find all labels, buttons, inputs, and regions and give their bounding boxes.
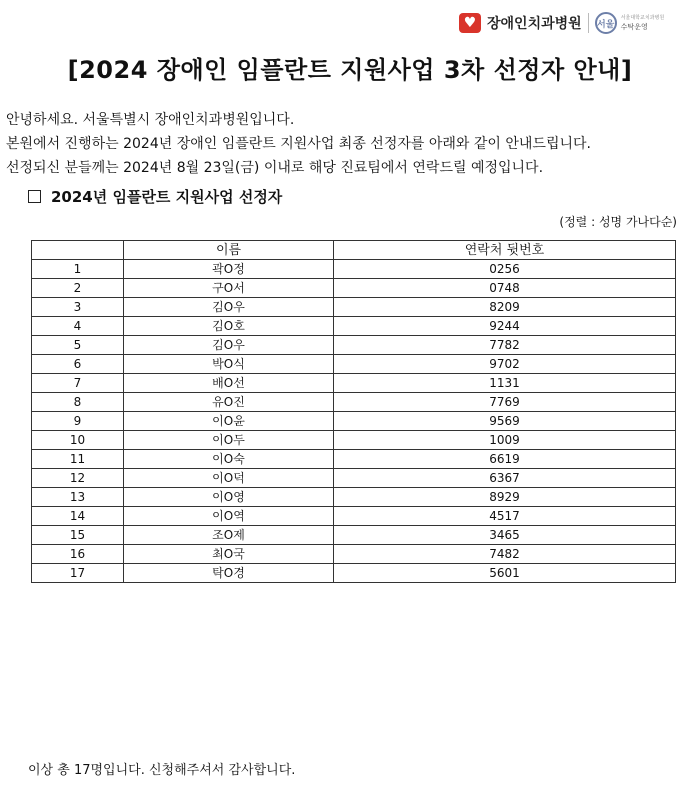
row-name: 최O국: [124, 545, 334, 564]
emblem-text: 서울: [596, 19, 615, 30]
intro-line: 선정되신 분들께는 2024년 8월 23일(금) 이내로 해당 진료팀에서 연락드릴 예정입니다.: [6, 160, 544, 176]
operator-text: 수탁운영: [620, 23, 648, 31]
row-name: 김O우: [124, 336, 334, 355]
row-number: 9: [32, 412, 124, 431]
row-name: 구O서: [124, 279, 334, 298]
header-name: 이름: [124, 241, 334, 260]
intro-text: [6, 108, 591, 180]
row-phone: 1009: [334, 431, 676, 450]
table-row: [32, 336, 676, 355]
row-number: 8: [32, 393, 124, 412]
operator-small-text: 서울대학교치과병원: [620, 15, 665, 21]
operator-label: [621, 14, 664, 32]
row-phone: 7782: [334, 336, 676, 355]
section-title: 2024년 임플란트 지원사업 선정자: [51, 188, 283, 206]
row-phone: 8929: [334, 488, 676, 507]
section-heading: [28, 186, 282, 207]
row-number: 10: [32, 431, 124, 450]
row-number: 13: [32, 488, 124, 507]
table-row: [32, 545, 676, 564]
table-row: [32, 469, 676, 488]
row-phone: 9569: [334, 412, 676, 431]
row-name: 유O진: [124, 393, 334, 412]
row-number: 17: [32, 564, 124, 583]
table-row: [32, 507, 676, 526]
row-name: 이O영: [124, 488, 334, 507]
table-row: [32, 374, 676, 393]
row-phone: 0256: [334, 260, 676, 279]
row-number: 6: [32, 355, 124, 374]
row-number: 14: [32, 507, 124, 526]
intro-line: 안녕하세요. 서울특별시 장애인치과병원입니다.: [6, 112, 295, 128]
row-name: 박O식: [124, 355, 334, 374]
row-name: 김O호: [124, 317, 334, 336]
row-name: 이O덕: [124, 469, 334, 488]
table-row: [32, 431, 676, 450]
selection-table: [31, 240, 676, 583]
table-row: [32, 279, 676, 298]
row-number: 2: [32, 279, 124, 298]
row-name: 김O우: [124, 298, 334, 317]
row-phone: 6367: [334, 469, 676, 488]
table-row: [32, 393, 676, 412]
table-header-row: [32, 241, 676, 260]
table-body: [32, 260, 676, 583]
row-phone: 1131: [334, 374, 676, 393]
row-number: 16: [32, 545, 124, 564]
checkbox-icon: [28, 190, 41, 203]
row-name: 탁O경: [124, 564, 334, 583]
row-phone: 7769: [334, 393, 676, 412]
row-name: 이O역: [124, 507, 334, 526]
table-row: [32, 355, 676, 374]
row-number: 4: [32, 317, 124, 336]
row-number: 1: [32, 260, 124, 279]
row-phone: 9702: [334, 355, 676, 374]
row-phone: 4517: [334, 507, 676, 526]
row-name: 이O윤: [124, 412, 334, 431]
table-row: [32, 526, 676, 545]
footer-note: 이상 총 17명입니다. 신청해주셔서 감사합니다.: [28, 763, 296, 778]
row-phone: 5601: [334, 564, 676, 583]
heart-icon: [459, 13, 481, 33]
hospital-name: 장애인치과병원: [487, 16, 582, 32]
table-row: [32, 298, 676, 317]
heart-glyph: ♥: [463, 15, 477, 31]
row-number: 3: [32, 298, 124, 317]
row-number: 11: [32, 450, 124, 469]
row-name: 배O선: [124, 374, 334, 393]
table-row: [32, 412, 676, 431]
row-name: 이O두: [124, 431, 334, 450]
logo-divider: [588, 13, 589, 33]
emblem-icon: [595, 12, 617, 34]
header-phone: 연락처 뒷번호: [334, 241, 676, 260]
row-phone: 8209: [334, 298, 676, 317]
table-row: [32, 317, 676, 336]
row-name: 조O제: [124, 526, 334, 545]
sort-note: (정렬 : 성명 가나다순): [559, 215, 677, 229]
intro-line: 본원에서 진행하는 2024년 장애인 임플란트 지원사업 최종 선정자를 아래와 같이 안내드립니다.: [6, 136, 591, 152]
table-row: [32, 564, 676, 583]
row-phone: 9244: [334, 317, 676, 336]
table-row: [32, 260, 676, 279]
page-title: [2024 장애인 임플란트 지원사업 3차 선정자 안내]: [67, 56, 633, 84]
row-phone: 6619: [334, 450, 676, 469]
row-phone: 7482: [334, 545, 676, 564]
row-number: 7: [32, 374, 124, 393]
row-name: 곽O정: [124, 260, 334, 279]
table-row: [32, 488, 676, 507]
row-phone: 0748: [334, 279, 676, 298]
row-number: 12: [32, 469, 124, 488]
header-number: [32, 241, 124, 260]
table-row: [32, 450, 676, 469]
row-phone: 3465: [334, 526, 676, 545]
row-number: 5: [32, 336, 124, 355]
row-number: 15: [32, 526, 124, 545]
hospital-logo: [459, 10, 664, 36]
row-name: 이O숙: [124, 450, 334, 469]
